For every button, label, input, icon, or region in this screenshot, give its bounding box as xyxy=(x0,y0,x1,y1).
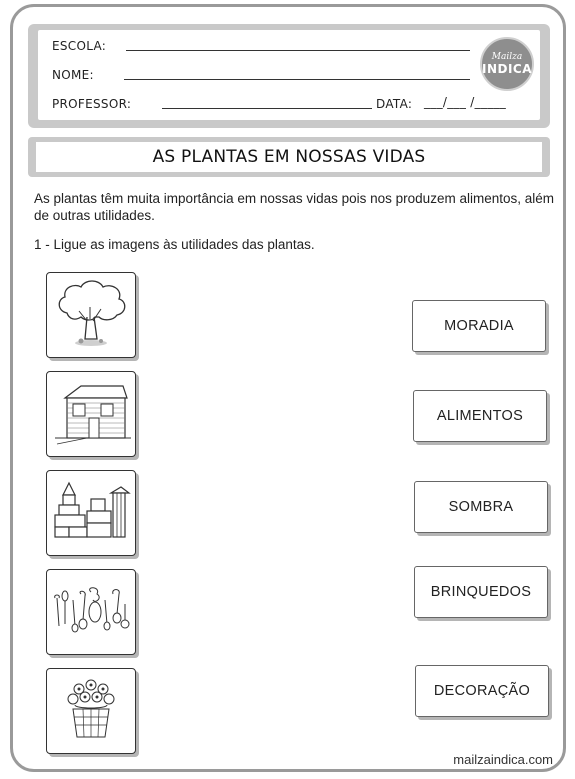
wooden-house-icon xyxy=(51,376,131,452)
question-text: 1 - Ligue as imagens às utilidades das plantas. xyxy=(34,237,315,252)
tree-icon xyxy=(51,277,131,353)
data-label: DATA: xyxy=(376,97,413,111)
page-title: AS PLANTAS EM NOSSAS VIDAS xyxy=(152,147,426,167)
flower-basket-icon xyxy=(51,673,131,749)
option-decoracao[interactable]: DECORAÇÃO xyxy=(415,665,549,717)
image-vegetables[interactable] xyxy=(46,569,136,655)
image-house[interactable] xyxy=(46,371,136,457)
logo-script-text: Mailza xyxy=(491,52,523,62)
option-brinquedos[interactable]: BRINQUEDOS xyxy=(414,566,548,618)
nome-label: NOME: xyxy=(52,68,94,82)
nome-field[interactable] xyxy=(124,79,470,80)
escola-label: ESCOLA: xyxy=(52,39,107,53)
image-flower-basket[interactable] xyxy=(46,668,136,754)
title-banner xyxy=(36,142,542,172)
mailza-indica-logo xyxy=(480,37,534,91)
option-alimentos[interactable]: ALIMENTOS xyxy=(413,390,547,442)
logo-brand-text: INDICA xyxy=(481,62,533,76)
escola-field[interactable] xyxy=(126,50,470,51)
image-tree[interactable] xyxy=(46,272,136,358)
footer-website: mailzaindica.com xyxy=(453,752,553,767)
professor-label: PROFESSOR: xyxy=(52,97,132,111)
option-sombra[interactable]: SOMBRA xyxy=(414,481,548,533)
wooden-blocks-icon xyxy=(51,475,131,551)
image-blocks[interactable] xyxy=(46,470,136,556)
vegetables-icon xyxy=(51,574,131,650)
data-field[interactable]: ___/___ /_____ xyxy=(424,95,507,109)
intro-text: As plantas têm muita importância em nossas vidas pois nos produzem alimentos, além de outras utilidades. xyxy=(34,191,554,223)
option-moradia[interactable]: MORADIA xyxy=(412,300,546,352)
professor-field[interactable] xyxy=(162,108,372,109)
